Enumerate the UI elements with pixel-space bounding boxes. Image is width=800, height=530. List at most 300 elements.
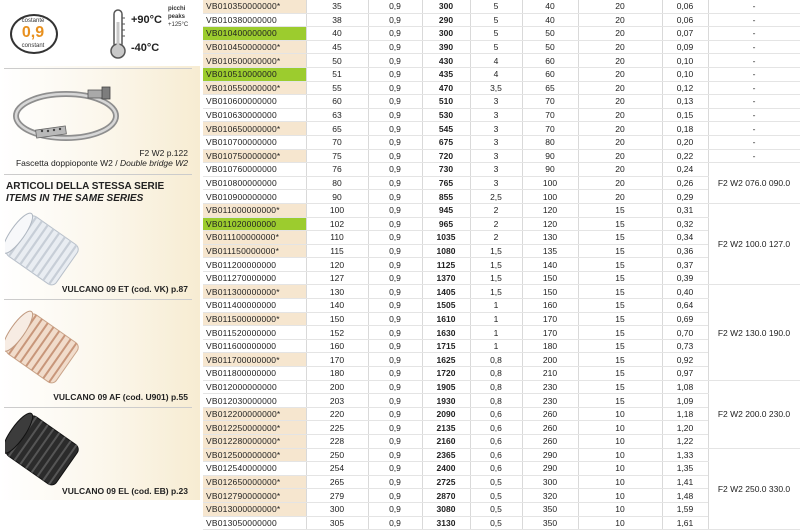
bend-value-cell: 70 [522, 95, 578, 109]
diameter-cell: 50 [306, 54, 368, 68]
diameter-cell: 150 [306, 312, 368, 326]
product-code-cell: VB010550000000* [203, 81, 306, 95]
mass-cell: 0,64 [662, 299, 708, 313]
mass-cell: 0,06 [662, 0, 708, 13]
bend-value-cell: 350 [522, 516, 578, 530]
product-code-cell: VB010700000000 [203, 135, 306, 149]
product-code-cell: VB010800000000 [203, 176, 306, 190]
badge-top-text: costante [21, 18, 45, 24]
product-code-cell: VB010900000000 [203, 190, 306, 204]
mass-cell: 0,07 [662, 27, 708, 41]
diameter-cell: 70 [306, 135, 368, 149]
bend-radius-cell: 3 [470, 135, 522, 149]
diameter-cell: 40 [306, 27, 368, 41]
bend-radius-cell: 1,5 [470, 285, 522, 299]
weight-cell: 1610 [422, 312, 470, 326]
thickness-cell: 0,9 [368, 299, 422, 313]
bend-radius-cell: 2 [470, 231, 522, 245]
product-code-cell: VB012030000000 [203, 394, 306, 408]
thickness-cell: 0,9 [368, 258, 422, 272]
bend-value-cell: 50 [522, 27, 578, 41]
bend-value-cell: 135 [522, 244, 578, 258]
bend-value-cell: 140 [522, 258, 578, 272]
bend-value-cell: 300 [522, 475, 578, 489]
diameter-cell: 110 [306, 231, 368, 245]
thickness-cell: 0,9 [368, 190, 422, 204]
pack-length-cell: 15 [578, 285, 662, 299]
clamp-desc-en: Double bridge W2 [119, 158, 188, 168]
pack-length-cell: 10 [578, 489, 662, 503]
pack-length-cell: 20 [578, 13, 662, 27]
weight-cell: 1715 [422, 339, 470, 353]
pack-length-cell: 10 [578, 407, 662, 421]
weight-cell: 3130 [422, 516, 470, 530]
weight-cell: 290 [422, 13, 470, 27]
clamp-desc-it: Fascetta doppioponte W2 / [15, 158, 118, 168]
diameter-cell: 254 [306, 462, 368, 476]
clamp-cell: F2 W2 076.0 090.0 [708, 163, 800, 204]
bend-radius-cell: 0,8 [470, 380, 522, 394]
table-row [203, 380, 800, 394]
divider [4, 299, 192, 300]
series-subtitle: ITEMS IN THE SAME SERIES [6, 193, 144, 204]
diameter-cell: 170 [306, 353, 368, 367]
bend-radius-cell: 0,5 [470, 475, 522, 489]
bend-radius-cell: 0,6 [470, 421, 522, 435]
product-code-cell: VB011520000000 [203, 326, 306, 340]
thickness-cell: 0,9 [368, 231, 422, 245]
mass-cell: 0,32 [662, 217, 708, 231]
pack-length-cell: 15 [578, 380, 662, 394]
weight-cell: 765 [422, 176, 470, 190]
weight-cell: 855 [422, 190, 470, 204]
divider [4, 174, 192, 175]
product-code-cell: VB010760000000 [203, 163, 306, 177]
mass-cell: 0,34 [662, 231, 708, 245]
weight-cell: 2365 [422, 448, 470, 462]
table-row [203, 163, 800, 177]
copper-hose-image [5, 310, 80, 385]
bend-value-cell: 70 [522, 122, 578, 136]
weight-cell: 2160 [422, 435, 470, 449]
product-code-cell: VB010510000000 [203, 67, 306, 81]
weight-cell: 945 [422, 203, 470, 217]
diameter-cell: 76 [306, 163, 368, 177]
pack-length-cell: 10 [578, 502, 662, 516]
product-code-cell: VB012790000000* [203, 489, 306, 503]
weight-cell: 545 [422, 122, 470, 136]
bend-radius-cell: 3,5 [470, 81, 522, 95]
table-row [203, 448, 800, 462]
pack-length-cell: 20 [578, 163, 662, 177]
product-code-cell: VB010650000000* [203, 122, 306, 136]
bend-radius-cell: 2 [470, 203, 522, 217]
mass-cell: 0,69 [662, 312, 708, 326]
double-bridge-clamp-image [8, 84, 128, 146]
diameter-cell: 65 [306, 122, 368, 136]
diameter-cell: 127 [306, 271, 368, 285]
bend-value-cell: 290 [522, 448, 578, 462]
bend-radius-cell: 1 [470, 299, 522, 313]
mass-cell: 1,59 [662, 502, 708, 516]
product-code-cell: VB011200000000 [203, 258, 306, 272]
product-code-cell: VB012540000000 [203, 462, 306, 476]
clamp-description [0, 158, 188, 168]
mass-cell: 0,92 [662, 353, 708, 367]
pack-length-cell: 10 [578, 462, 662, 476]
bend-radius-cell: 3 [470, 163, 522, 177]
product-table [203, 0, 800, 530]
side-panel [0, 0, 200, 500]
product-code-cell: VB011600000000 [203, 339, 306, 353]
diameter-cell: 60 [306, 95, 368, 109]
thickness-cell: 0,9 [368, 421, 422, 435]
weight-cell: 1905 [422, 380, 470, 394]
thickness-cell: 0,9 [368, 40, 422, 54]
mass-cell: 1,48 [662, 489, 708, 503]
thickness-cell: 0,9 [368, 271, 422, 285]
temp-min: -40°C [131, 42, 160, 54]
table-row [203, 67, 800, 81]
diameter-cell: 90 [306, 190, 368, 204]
hose-caption: VULCANO 09 ET (cod. VK) p.87 [61, 284, 188, 294]
peaks-value: +125°C [168, 22, 189, 28]
thickness-cell: 0,9 [368, 448, 422, 462]
table-row [203, 135, 800, 149]
weight-cell: 470 [422, 81, 470, 95]
clamp-cell: F2 W2 250.0 330.0 [708, 448, 800, 530]
weight-cell: 675 [422, 135, 470, 149]
hose-caption: VULCANO 09 EL (cod. EB) p.23 [62, 486, 188, 496]
pack-length-cell: 15 [578, 231, 662, 245]
thickness-cell: 0,9 [368, 394, 422, 408]
bend-radius-cell: 2,5 [470, 190, 522, 204]
bend-radius-cell: 1,5 [470, 271, 522, 285]
pack-length-cell: 15 [578, 339, 662, 353]
pack-length-cell: 15 [578, 353, 662, 367]
thickness-cell: 0,9 [368, 108, 422, 122]
product-code-cell: VB013000000000* [203, 502, 306, 516]
clamp-cell: - [708, 27, 800, 41]
thickness-cell: 0,9 [368, 462, 422, 476]
bend-value-cell: 200 [522, 353, 578, 367]
product-code-cell: VB013050000000 [203, 516, 306, 530]
weight-cell: 1625 [422, 353, 470, 367]
bend-value-cell: 230 [522, 394, 578, 408]
temp-max: +90°C [131, 14, 163, 26]
pack-length-cell: 10 [578, 516, 662, 530]
table-row [203, 285, 800, 299]
weight-cell: 435 [422, 67, 470, 81]
bend-radius-cell: 2 [470, 217, 522, 231]
pack-length-cell: 20 [578, 122, 662, 136]
thickness-cell: 0,9 [368, 163, 422, 177]
thickness-badge [4, 8, 62, 58]
bend-value-cell: 130 [522, 231, 578, 245]
mass-cell: 0,15 [662, 108, 708, 122]
diameter-cell: 250 [306, 448, 368, 462]
diameter-cell: 120 [306, 258, 368, 272]
clamp-cell: - [708, 54, 800, 68]
clamp-cell: - [708, 67, 800, 81]
mass-cell: 0,31 [662, 203, 708, 217]
mass-cell: 0,73 [662, 339, 708, 353]
table-row [203, 54, 800, 68]
mass-cell: 1,35 [662, 462, 708, 476]
pack-length-cell: 10 [578, 435, 662, 449]
thickness-cell: 0,9 [368, 244, 422, 258]
bend-radius-cell: 1 [470, 339, 522, 353]
diameter-cell: 160 [306, 339, 368, 353]
pack-length-cell: 20 [578, 108, 662, 122]
bend-radius-cell: 5 [470, 0, 522, 13]
weight-cell: 2090 [422, 407, 470, 421]
mass-cell: 0,29 [662, 190, 708, 204]
thickness-cell: 0,9 [368, 353, 422, 367]
mass-cell: 0,97 [662, 367, 708, 381]
pack-length-cell: 15 [578, 299, 662, 313]
table-row [203, 149, 800, 163]
bend-radius-cell: 1,5 [470, 244, 522, 258]
diameter-cell: 152 [306, 326, 368, 340]
clamp-cell: - [708, 108, 800, 122]
pack-length-cell: 15 [578, 312, 662, 326]
weight-cell: 1080 [422, 244, 470, 258]
pack-length-cell: 15 [578, 367, 662, 381]
mass-cell: 0,36 [662, 244, 708, 258]
bend-value-cell: 60 [522, 67, 578, 81]
product-code-cell: VB010400000000 [203, 27, 306, 41]
bend-radius-cell: 5 [470, 40, 522, 54]
weight-cell: 390 [422, 40, 470, 54]
bend-radius-cell: 4 [470, 67, 522, 81]
pack-length-cell: 20 [578, 54, 662, 68]
weight-cell: 3080 [422, 502, 470, 516]
mass-cell: 0,09 [662, 40, 708, 54]
weight-cell: 2135 [422, 421, 470, 435]
divider [4, 407, 192, 408]
thickness-cell: 0,9 [368, 13, 422, 27]
product-code-cell: VB012000000000 [203, 380, 306, 394]
pack-length-cell: 15 [578, 258, 662, 272]
mass-cell: 0,20 [662, 135, 708, 149]
diameter-cell: 75 [306, 149, 368, 163]
clear-hose-image [5, 212, 80, 287]
pack-length-cell: 20 [578, 149, 662, 163]
bend-radius-cell: 0,5 [470, 516, 522, 530]
bend-radius-cell: 3 [470, 122, 522, 136]
peaks-label-it: picchi [168, 6, 186, 12]
product-code-cell: VB011400000000 [203, 299, 306, 313]
diameter-cell: 100 [306, 203, 368, 217]
weight-cell: 2870 [422, 489, 470, 503]
mass-cell: 0,06 [662, 13, 708, 27]
diameter-cell: 140 [306, 299, 368, 313]
mass-cell: 0,39 [662, 271, 708, 285]
pack-length-cell: 15 [578, 394, 662, 408]
diameter-cell: 225 [306, 421, 368, 435]
pack-length-cell: 20 [578, 40, 662, 54]
divider [4, 68, 192, 69]
weight-cell: 2725 [422, 475, 470, 489]
product-code-cell: VB012200000000* [203, 407, 306, 421]
mass-cell: 0,12 [662, 81, 708, 95]
bend-value-cell: 350 [522, 502, 578, 516]
thickness-cell: 0,9 [368, 516, 422, 530]
diameter-cell: 200 [306, 380, 368, 394]
pack-length-cell: 15 [578, 217, 662, 231]
bend-radius-cell: 0,5 [470, 502, 522, 516]
bend-value-cell: 40 [522, 13, 578, 27]
pack-length-cell: 20 [578, 81, 662, 95]
pack-length-cell: 10 [578, 448, 662, 462]
mass-cell: 1,61 [662, 516, 708, 530]
bend-value-cell: 80 [522, 135, 578, 149]
clamp-cell: - [708, 149, 800, 163]
bend-radius-cell: 5 [470, 27, 522, 41]
bend-value-cell: 290 [522, 462, 578, 476]
bend-value-cell: 260 [522, 407, 578, 421]
mass-cell: 0,24 [662, 163, 708, 177]
bend-value-cell: 50 [522, 40, 578, 54]
pack-length-cell: 15 [578, 203, 662, 217]
weight-cell: 1125 [422, 258, 470, 272]
diameter-cell: 279 [306, 489, 368, 503]
weight-cell: 730 [422, 163, 470, 177]
mass-cell: 1,08 [662, 380, 708, 394]
table-row [203, 203, 800, 217]
bend-radius-cell: 1 [470, 312, 522, 326]
diameter-cell: 38 [306, 13, 368, 27]
bend-radius-cell: 5 [470, 13, 522, 27]
diameter-cell: 115 [306, 244, 368, 258]
thickness-cell: 0,9 [368, 27, 422, 41]
pack-length-cell: 15 [578, 326, 662, 340]
bend-radius-cell: 0,6 [470, 462, 522, 476]
mass-cell: 1,09 [662, 394, 708, 408]
table-body [203, 0, 800, 530]
diameter-cell: 102 [306, 217, 368, 231]
diameter-cell: 55 [306, 81, 368, 95]
diameter-cell: 203 [306, 394, 368, 408]
bend-value-cell: 260 [522, 435, 578, 449]
table-row [203, 81, 800, 95]
bend-value-cell: 120 [522, 203, 578, 217]
bend-value-cell: 170 [522, 326, 578, 340]
clamp-cell: - [708, 95, 800, 109]
badge-value: 0,9 [21, 24, 45, 41]
bend-value-cell: 180 [522, 339, 578, 353]
weight-cell: 1405 [422, 285, 470, 299]
bend-radius-cell: 3 [470, 108, 522, 122]
thickness-cell: 0,9 [368, 67, 422, 81]
weight-cell: 720 [422, 149, 470, 163]
thickness-cell: 0,9 [368, 54, 422, 68]
weight-cell: 300 [422, 0, 470, 13]
bend-radius-cell: 1 [470, 326, 522, 340]
bend-radius-cell: 0,6 [470, 435, 522, 449]
mass-cell: 0,26 [662, 176, 708, 190]
weight-cell: 530 [422, 108, 470, 122]
bend-value-cell: 230 [522, 380, 578, 394]
clamp-cell: - [708, 135, 800, 149]
clamp-code: F2 W2 p.122 [139, 148, 188, 158]
thickness-cell: 0,9 [368, 339, 422, 353]
clamp-cell: F2 W2 100.0 127.0 [708, 203, 800, 285]
diameter-cell: 228 [306, 435, 368, 449]
pack-length-cell: 10 [578, 475, 662, 489]
bend-value-cell: 70 [522, 108, 578, 122]
weight-cell: 1505 [422, 299, 470, 313]
pack-length-cell: 15 [578, 244, 662, 258]
weight-cell: 1930 [422, 394, 470, 408]
pack-length-cell: 20 [578, 135, 662, 149]
product-code-cell: VB010630000000 [203, 108, 306, 122]
diameter-cell: 51 [306, 67, 368, 81]
pack-length-cell: 20 [578, 0, 662, 13]
thickness-cell: 0,9 [368, 380, 422, 394]
product-code-cell: VB010450000000* [203, 40, 306, 54]
mass-cell: 0,22 [662, 149, 708, 163]
bend-radius-cell: 0,6 [470, 448, 522, 462]
table-row [203, 122, 800, 136]
weight-cell: 965 [422, 217, 470, 231]
peaks-label-en: peaks [168, 14, 186, 20]
bend-value-cell: 90 [522, 163, 578, 177]
pack-length-cell: 20 [578, 95, 662, 109]
thickness-cell: 0,9 [368, 149, 422, 163]
diameter-cell: 305 [306, 516, 368, 530]
bend-radius-cell: 3 [470, 95, 522, 109]
thermometer-icon [108, 8, 128, 60]
bend-value-cell: 150 [522, 285, 578, 299]
thickness-cell: 0,9 [368, 475, 422, 489]
product-code-cell: VB011100000000* [203, 231, 306, 245]
bend-radius-cell: 0,6 [470, 407, 522, 421]
product-code-cell: VB012650000000* [203, 475, 306, 489]
weight-cell: 1370 [422, 271, 470, 285]
clamp-cell: - [708, 13, 800, 27]
bend-value-cell: 100 [522, 176, 578, 190]
thickness-cell: 0,9 [368, 95, 422, 109]
thickness-cell: 0,9 [368, 312, 422, 326]
thickness-cell: 0,9 [368, 217, 422, 231]
diameter-cell: 45 [306, 40, 368, 54]
spec-box [0, 0, 200, 66]
bend-radius-cell: 0,8 [470, 353, 522, 367]
bend-radius-cell: 0,8 [470, 367, 522, 381]
weight-cell: 1035 [422, 231, 470, 245]
bend-value-cell: 40 [522, 0, 578, 13]
diameter-cell: 180 [306, 367, 368, 381]
clamp-cell: - [708, 122, 800, 136]
diameter-cell: 63 [306, 108, 368, 122]
thickness-cell: 0,9 [368, 0, 422, 13]
thickness-cell: 0,9 [368, 407, 422, 421]
diameter-cell: 265 [306, 475, 368, 489]
bend-value-cell: 210 [522, 367, 578, 381]
product-code-cell: VB011700000000* [203, 353, 306, 367]
mass-cell: 1,18 [662, 407, 708, 421]
bend-radius-cell: 1,5 [470, 258, 522, 272]
pack-length-cell: 20 [578, 67, 662, 81]
diameter-cell: 220 [306, 407, 368, 421]
product-code-cell: VB010500000000* [203, 54, 306, 68]
diameter-cell: 80 [306, 176, 368, 190]
bend-radius-cell: 3 [470, 176, 522, 190]
thickness-cell: 0,9 [368, 176, 422, 190]
pack-length-cell: 20 [578, 176, 662, 190]
